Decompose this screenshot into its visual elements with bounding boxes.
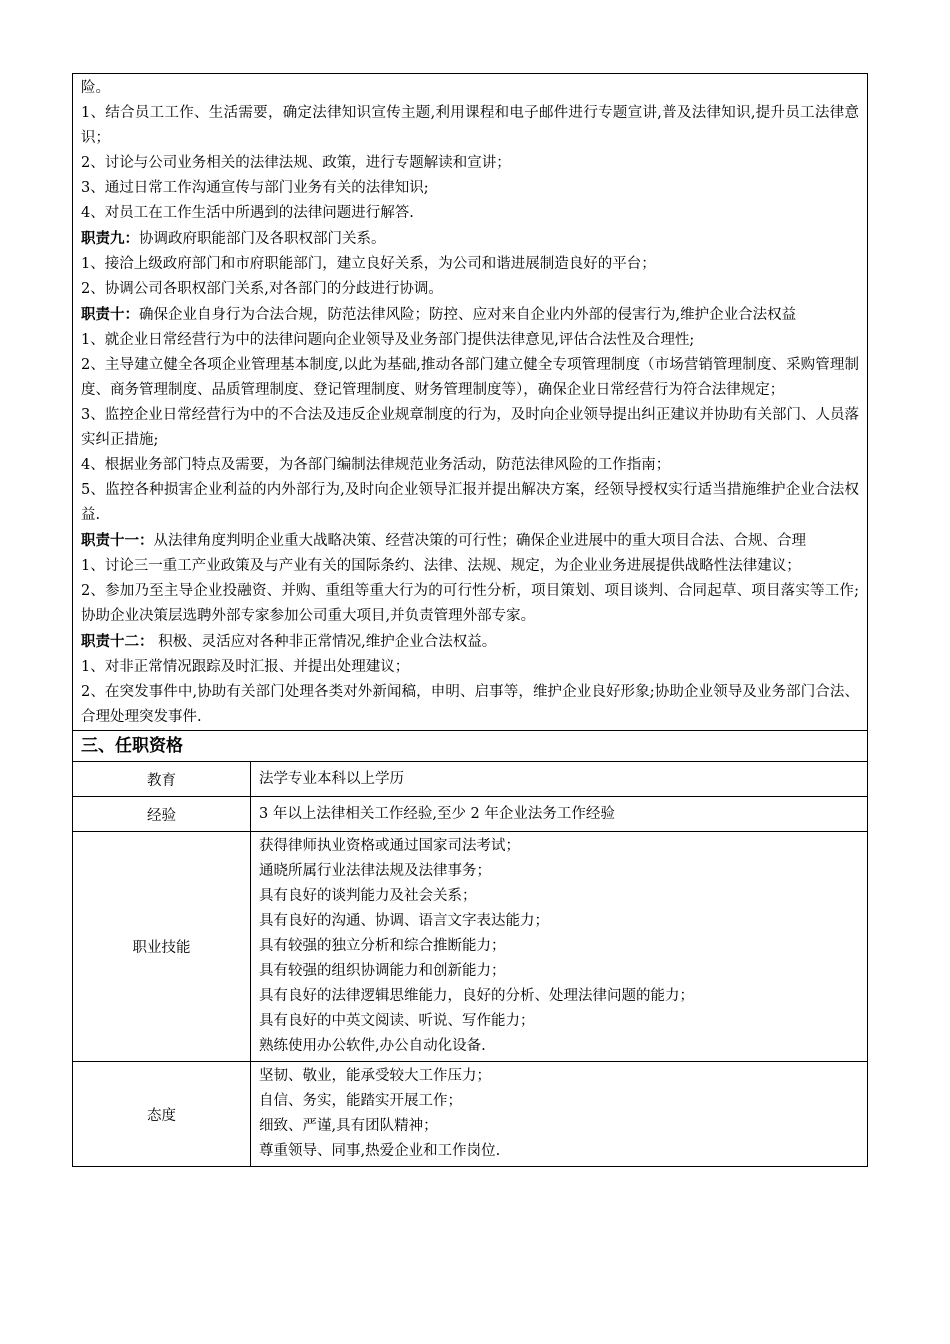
- duty10-heading: [81, 302, 859, 328]
- education-row: [73, 762, 868, 797]
- experience-label: 经验: [73, 797, 251, 832]
- attitude-line: 细致、严谨,具有团队精神；: [259, 1118, 438, 1134]
- attitude-line: 自信、务实，能踏实开展工作；: [259, 1093, 462, 1109]
- qualifications-heading: 三、任职资格: [73, 731, 868, 762]
- duty10-point-2: 2、主导建立健全各项企业管理基本制度,以此为基础,推动各部门建立健全专项管理制度（市场营销管理制度、采购管理制度、商务管理制度、品质管理制度、登记管理制度、财务管理制度等），确保企业日常经营行为符合法律规定；: [81, 357, 859, 398]
- duty11-point-1: 1、讨论三一重工产业政策及与产业有关的国际条约、法律、法规、规定，为企业业务进展提供战略性法律建议；: [81, 558, 801, 574]
- qualifications-heading-row: [73, 731, 868, 762]
- attitude-label: 态度: [73, 1062, 251, 1167]
- skill-line: 熟练使用办公软件,办公自动化设备.: [259, 1038, 486, 1054]
- duty8-point-4: 4、对员工在工作生活中所遇到的法律问题进行解答.: [81, 205, 414, 221]
- skills-label: 职业技能: [73, 832, 251, 1062]
- duty8-point-3: 3、通过日常工作沟通宣传与部门业务有关的法律知识;: [81, 180, 429, 196]
- attitude-value: [251, 1062, 868, 1167]
- experience-value: 3 年以上法律相关工作经验,至少 2 年企业法务工作经验: [251, 797, 868, 832]
- skill-line: 具有良好的中英文阅读、听说、写作能力；: [259, 1013, 535, 1029]
- duty9-heading: [81, 226, 859, 252]
- skill-line: 获得律师执业资格或通过国家司法考试；: [259, 838, 520, 854]
- duty8-continuation: 险。: [81, 80, 110, 96]
- duty11-title: 从法律角度判明企业重大战略决策、经营决策的可行性；确保企业进展中的重大项目合法、合规、合理: [153, 533, 806, 549]
- duty12-heading: [81, 629, 859, 655]
- duty10-point-1: 1、就企业日常经营行为中的法律问题向企业领导及业务部门提供法律意见,评估合法性及合理性;: [81, 332, 695, 348]
- duty8-point-1: 1、结合员工工作、生活需要，确定法律知识宣传主题,利用课程和电子邮件进行专题宣讲,普及法律知识,提升员工法律意识；: [81, 105, 859, 146]
- duty11-label: 职责十一：: [81, 532, 154, 549]
- duty12-point-1: 1、对非正常情况跟踪及时汇报、并提出处理建议；: [81, 659, 410, 675]
- skill-line: 具有良好的法律逻辑思维能力，良好的分析、处理法律问题的能力；: [259, 988, 694, 1004]
- duty12-title: 积极、灵活应对各种非正常情况,维护企业合法权益。: [153, 634, 497, 650]
- duties-row: [73, 74, 868, 731]
- duty8-point-2: 2、讨论与公司业务相关的法律法规、政策，进行专题解读和宣讲；: [81, 155, 511, 171]
- attitude-line: 坚韧、敬业，能承受较大工作压力；: [259, 1068, 491, 1084]
- job-description-table: [72, 73, 868, 1167]
- duty10-point-5: 5、监控各种损害企业利益的内外部行为,及时向企业领导汇报并提出解决方案，经领导授权实行适当措施维护企业合法权益.: [81, 482, 859, 523]
- duty12-label: 职责十二：: [81, 633, 154, 650]
- skill-line: 具有良好的谈判能力及社会关系；: [259, 888, 477, 904]
- duties-cell: [73, 74, 868, 731]
- duty10-title: 确保企业自身行为合法合规，防范法律风险；防控、应对来自企业内外部的侵害行为,维护企业合法权益: [139, 307, 797, 323]
- experience-row: [73, 797, 868, 832]
- skill-line: 具有较强的组织协调能力和创新能力；: [259, 963, 506, 979]
- duty10-label: 职责十：: [81, 306, 139, 323]
- duty11-point-2: 2、参加乃至主导企业投融资、并购、重组等重大行为的可行性分析，项目策划、项目谈判、合同起草、项目落实等工作;协助企业决策层选聘外部专家参加公司重大项目,并负责管理外部专家。: [81, 583, 859, 624]
- duty10-point-4: 4、根据业务部门特点及需要，为各部门编制法律规范业务活动，防范法律风险的工作指南；: [81, 457, 671, 473]
- duty11-heading: [81, 528, 859, 554]
- skill-line: 具有较强的独立分析和综合推断能力；: [259, 938, 506, 954]
- duty9-title: 协调政府职能部门及各职权部门关系。: [139, 231, 386, 247]
- attitude-line: 尊重领导、同事,热爱企业和工作岗位.: [259, 1143, 501, 1159]
- education-value: 法学专业本科以上学历: [251, 762, 868, 797]
- duty9-point-2: 2、协调公司各职权部门关系,对各部门的分歧进行协调。: [81, 281, 443, 297]
- education-label: 教育: [73, 762, 251, 797]
- duty9-label: 职责九：: [81, 230, 139, 247]
- skill-line: 具有良好的沟通、协调、语言文字表达能力；: [259, 913, 549, 929]
- attitude-row: [73, 1062, 868, 1167]
- duty10-point-3: 3、监控企业日常经营行为中的不合法及违反企业规章制度的行为，及时向企业领导提出纠正建议并协助有关部门、人员落实纠正措施;: [81, 407, 859, 448]
- duty12-point-2: 2、在突发事件中,协助有关部门处理各类对外新闻稿，申明、启事等，维护企业良好形象;协助企业领导及业务部门合法、合理处理突发事件.: [81, 684, 859, 725]
- skill-line: 通晓所属行业法律法规及法律事务；: [259, 863, 491, 879]
- skills-row: [73, 832, 868, 1062]
- skills-value: [251, 832, 868, 1062]
- duty9-point-1: 1、接洽上级政府部门和市府职能部门，建立良好关系，为公司和谐进展制造良好的平台；: [81, 256, 656, 272]
